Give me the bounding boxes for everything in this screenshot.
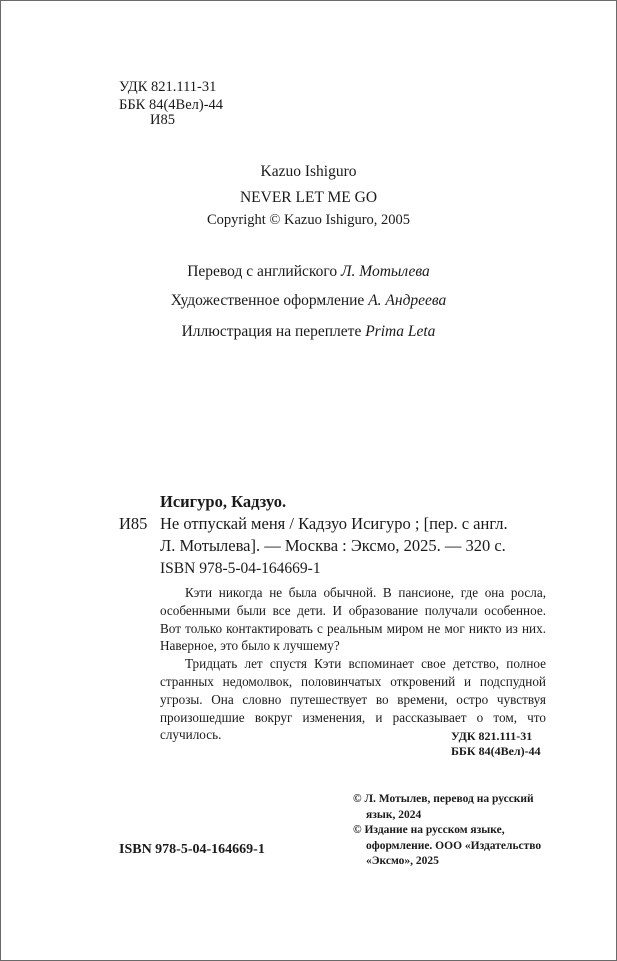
credit-name: Prima Leta — [365, 323, 436, 340]
credit-illustration — [0, 323, 617, 341]
credit-name: Л. Мотылева — [341, 263, 430, 280]
bottom-udk-code: УДК 821.111-31 — [451, 729, 533, 743]
original-copyright: Copyright © Kazuo Ishiguro, 2005 — [206, 212, 411, 228]
credit-role: Иллюстрация на переплете — [181, 323, 362, 340]
annotation — [160, 584, 546, 744]
bbk-code: ББК 84(4Вел)-44 — [119, 97, 224, 113]
udk-code: УДК 821.111-31 — [119, 79, 217, 95]
credit-role: Художественное оформление — [170, 292, 365, 309]
annotation-paragraph: Кэти никогда не была обычной. В пансионе, где она росла, особенными были все дети. И образование получали особенное. Вот только контактировать с реальным миром не мог никто из них. Наверное, это было к лучшему? — [160, 585, 546, 654]
catalog-mark: И85 — [119, 514, 148, 533]
bottom-isbn: ISBN 978-5-04-164669-1 — [119, 842, 265, 857]
copyright-translation: © Л. Мотылев, перевод на русский язык, 2024 — [353, 793, 534, 821]
bottom-bbk-code: ББК 84(4Вел)-44 — [451, 744, 541, 758]
catalog-heading: Исигуро, Кадзуо. — [160, 492, 287, 511]
catalog-isbn: ISBN 978-5-04-164669-1 — [160, 560, 321, 577]
annotation-paragraph: Тридцать лет спустя Кэти вспоминает свое детство, полное странных недомолвок, половинчатых откровений и подспудной угрозы. Она словно путешествует во времени, остро чувствуя произошедшие вокруг изменения, и рассказывает о том, что случилось. — [160, 656, 546, 743]
copyright-edition: © Издание на русском языке, оформление. ООО «Издательство «Эксмо», 2025 — [353, 824, 542, 868]
copyright-block — [353, 792, 553, 870]
author-mark: И85 — [150, 112, 175, 128]
credit-name: А. Андреева — [368, 292, 447, 309]
original-title: NEVER LET ME GO — [239, 189, 378, 206]
catalog-description-line1: Не отпускай меня / Кадзуо Исигуро ; [пер. с англ. — [160, 514, 508, 533]
catalog-description-line2: Л. Мотылева]. — Москва : Эксмо, 2025. — 320 с. — [160, 536, 506, 555]
credit-role: Перевод с английского — [187, 263, 338, 280]
credit-designer — [0, 292, 617, 310]
credit-translator — [0, 263, 617, 281]
original-author: Kazuo Ishiguro — [260, 163, 357, 180]
